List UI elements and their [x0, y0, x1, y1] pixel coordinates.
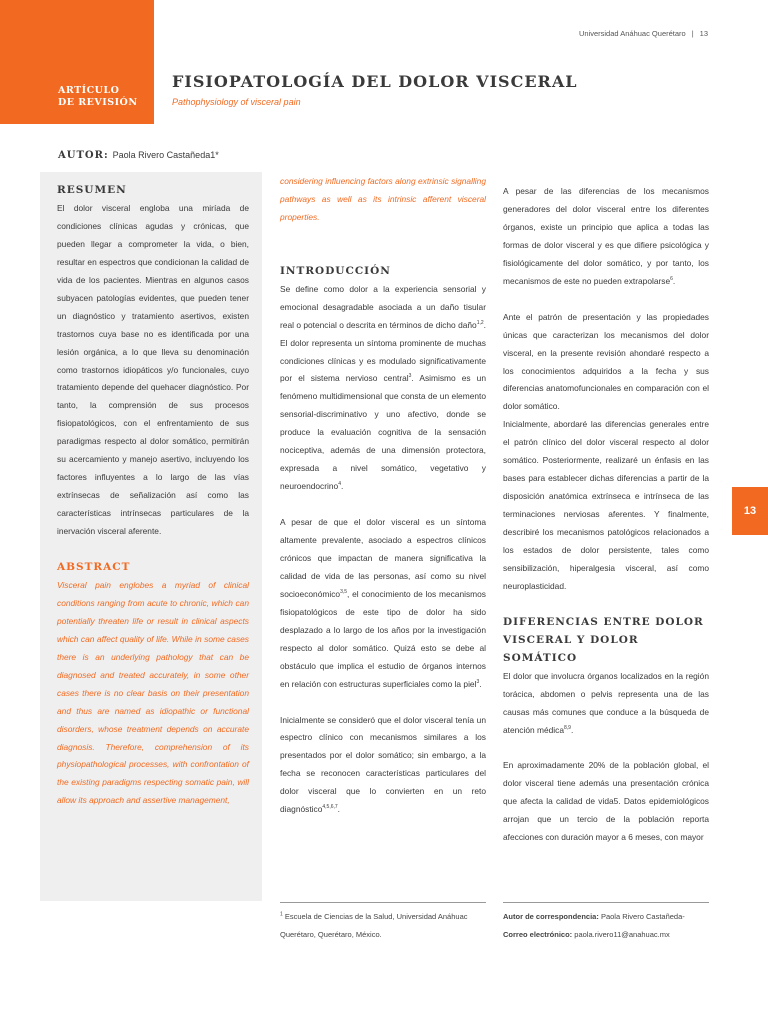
col3-paragraph-1: A pesar de las diferencias de los mecanismos generadores del dolor visceral entre los diferentes órganos, existe un principio que aplica a todas las formas de dolor visceral y es que difiere psicológica y fisiológicamente del dolor somático, y por tanto, los mecanismos de este no pueden extrapolarse$^6$. — [503, 186, 709, 286]
running-head — [579, 29, 708, 38]
correspondence-block — [503, 908, 713, 944]
author-line — [58, 150, 219, 161]
email-label: Correo electrónico: — [503, 930, 573, 939]
article-subtitle: Pathophysiology of visceral pain — [172, 97, 301, 107]
intro-paragraph-2: A pesar de que el dolor visceral es un síntoma altamente prevalente, asociado a espectros clínicos crónicos que impactan de manera significativa la calidad de vida de las personas, así como su nivel socioeconómico$^{3,5}$, el conocimiento de los mecanismos fisiopatológicos de este tipo de dolor ha sido desplazado a lo largo de los años por la investigación respecto al dolor somático. Quizá esto se debe al obstáculo que implica el estudio de órganos internos en relación con estructuras superficiales como la piel$^3$. — [280, 517, 486, 689]
author-name: Paola Rivero Castañeda1* — [112, 150, 219, 160]
introduccion-heading: INTRODUCCIÓN — [280, 264, 391, 277]
affiliation-footnote: $^1$ Escuela de Ciencias de la Salud, Universidad Anáhuac Querétaro, Querétaro, México. — [280, 911, 468, 939]
abstract-text: Visceral pain englobes a myriad of clinical conditions ranging from acute to chronic, which can potentially threaten life or result in clinical aspects which can affect quality of life. While in some cases there is an underlying pathology that can be diagnosed and treated accurately, in some other cases there is no clear basis on their presentation and thus are named as idiopathic or functional disorders, whose treatment depends on accurate diagnosis. Therefore, comprehension of its physiopathological processes, with confrontation of the existing paradigms respecting somatic pain, will allow its approach and assertive management, — [57, 579, 249, 806]
correspondence-divider — [503, 902, 709, 903]
footnote-divider — [280, 902, 486, 903]
institution-name: Universidad Anáhuac Querétaro — [578, 29, 686, 38]
intro-paragraph-3: Inicialmente se consideró que el dolor visceral tenía un espectro clínico con mecanismos similares a los presentados por el dolor somático; sin embargo, a la fecha se reconocen características particulares del dolor visceral que lo convierten en un reto diagnóstico$^{4,5,6,7}$. — [280, 714, 486, 815]
page-number-tab: 13 — [732, 487, 768, 535]
col3-paragraph-5: En aproximadamente 20% de la población global, el dolor visceral tiene además una presentación crónica que afecta la calidad de vida5. Datos epidemiológicos arrojan que un tercio de la población reporta afecciones con duración mayor a 6 meses, con mayor — [503, 760, 709, 843]
article-type-banner — [0, 0, 154, 124]
abstract-heading: ABSTRACT — [57, 561, 131, 573]
header-page-number: 13 — [699, 29, 708, 38]
header-separator: | — [691, 29, 694, 38]
col3-paragraph-2: Ante el patrón de presentación y las propiedades únicas que caracterizan los mecanismos del dolor visceral, en la presente revisión ahondaré respecto a los conocimientos adquiridos a la fecha y sus diferencias anatomofuncionales en comparación con el dolor somático. — [503, 311, 709, 412]
resumen-heading: RESUMEN — [57, 184, 127, 196]
abstract-text-continuation: considering influencing factors along extrinsic signalling pathways as well as its intrinsic afferent visceral properties. — [280, 176, 486, 222]
column-1 — [57, 182, 249, 810]
col3-paragraph-3: Inicialmente, abordaré las diferencias generales entre el patrón clínico del dolor visceral respecto al dolor somático. Posteriormente, realizaré un énfasis en las bases para establecer dichas diferencias a partir de la disposición anatómica extrínseca e intrínseca de las terminaciones nerviosas aferentes. Y finalmente, describiré los mecanismos patológicos relacionados a los estados de dolor persistente, tales como sensibilización, hiperalgesia visceral, así como neuroplasticidad. — [503, 419, 709, 591]
correspondence-name: Paola Rivero Castañeda- — [600, 912, 685, 921]
col3-paragraph-4: El dolor que involucra órganos localizados en la región torácica, abdomen o pelvis representa una de las causas más comunes que conduce a la búsqueda de atención médica$^{8,9}$. — [503, 670, 709, 735]
email-address: paola.rivero11@anahuac.mx — [574, 930, 670, 939]
resumen-text: El dolor visceral engloba una miríada de condiciones clínicas agudas y crónicas, que pueden llegar a comprometer la vida, o bien, resultar en espectros que condicionan la calidad de vida de los pacientes. Mientras en algunos casos subyacen patologías evidentes, que pueden tener un diagnóstico y tratamiento asertivos, existen trastornos cuya base no es identificada por una lesión orgánica, a lo que lleva su denominación como trastornos idiopáticos y/o funcionales, cuyo tratamiento depende del quehacer diagnóstico. Por tanto, la comprensión de sus procesos fisiopatológicos, con el enfrentamiento de sus paradigmas respecto al dolor somático, permitirán su acercamiento y manejo asertivo, incluyendo los factores influyentes a lo largo de las vías extrínsecas de señalización así como las características intrínsecas particulares de la inervación visceral aferente. — [57, 202, 249, 537]
correspondence-label: Autor de correspondencia: — [503, 912, 599, 921]
intro-paragraph-1: Se define como dolor a la experiencia sensorial y emocional desagradable asociada a un daño tisular real o potencial o descrita en términos de dicho daño$^{1,2}$. El dolor representa un síntoma prominente de muchas condiciones clínicas y es modulado significativamente por el sistema nervioso central$^3$. Asimismo es un fenómeno multidimensional que consta de un elemento sensorial-discriminativo y uno afectivo, donde se produce la evaluación cognitiva de la sensación nociceptiva, además de una dimensión protectora, expresada a nivel somático, vegetativo y neuroendocrino$^4$. — [280, 283, 486, 492]
author-label: AUTOR: — [58, 150, 109, 161]
diferencias-heading: DIFERENCIAS ENTRE DOLOR VISCERAL Y DOLOR SOMÁTICO — [503, 615, 704, 664]
article-title: FISIOPATOLOGÍA DEL DOLOR VISCERAL — [172, 72, 578, 91]
column-3 — [503, 183, 709, 847]
column-2 — [280, 173, 486, 819]
article-type-label: ARTÍCULO DE REVISIÓN — [58, 85, 138, 108]
